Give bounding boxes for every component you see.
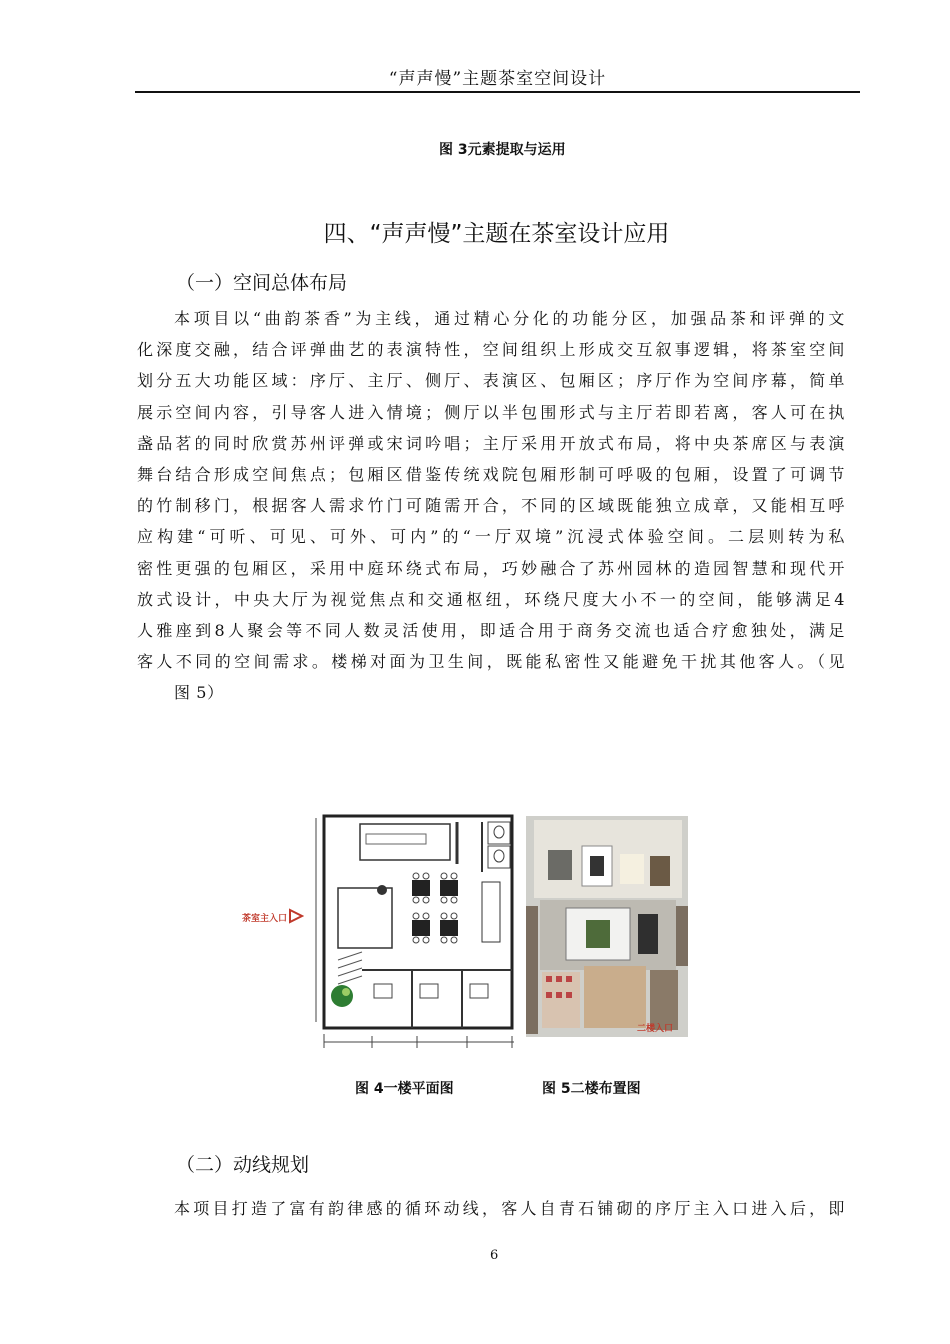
entrance-arrow-icon xyxy=(288,908,304,924)
section-title: 四、“声声慢”主题在茶室设计应用 xyxy=(323,221,670,247)
subsection-2-title: （二）动线规划 xyxy=(176,1154,310,1176)
paragraph-2 xyxy=(137,1193,845,1224)
page-number: 6 xyxy=(490,1248,499,1263)
figure-3-caption: 图 3元素提取与运用 xyxy=(439,142,566,158)
entrance-label: 茶室主入口 xyxy=(242,914,288,924)
paragraph-line: 舞台结合形成空间焦点；包厢区借鉴传统戏院包厢形制可呼吸的包厢，设置了可调节 xyxy=(137,464,845,484)
running-header: “声声慢”主题茶室空间设计 xyxy=(388,69,607,89)
paragraph-line: 放式设计，中央大厅为视觉焦点和交通枢纽，环绕尺度大小不一的空间，能够满足4 xyxy=(137,589,845,609)
floor-plan-drawing xyxy=(242,812,514,1050)
subsection-1-title: （一）空间总体布局 xyxy=(176,272,348,294)
header-rule xyxy=(135,91,860,93)
second-floor-entrance-label: 二楼入口 xyxy=(637,1024,674,1034)
paragraph-line: 盏品茗的同时欣赏苏州评弹或宋词吟唱；主厅采用开放式布局，将中央茶席区与表演 xyxy=(137,433,845,453)
paragraph-line: 本项目以“曲韵茶香”为主线，通过精心分化的功能分区，加强品茶和评弹的文 xyxy=(174,309,845,328)
paragraph-line: 的竹制移门，根据客人需求竹门可随需开合，不同的区域既能独立成章，又能相互呼 xyxy=(137,496,845,516)
paragraph-line: 图 5） xyxy=(174,683,224,703)
paragraph-line: 应构建“可听、可见、可外、可内”的“一厅双境”沉浸式体验空间。二层则转为私 xyxy=(137,527,845,547)
figure-5-second-floor xyxy=(526,816,688,1037)
figure-4-floor-plan xyxy=(242,812,514,1050)
figure-5-caption: 图 5二楼布置图 xyxy=(542,1081,641,1097)
figure-4-caption: 图 4一楼平面图 xyxy=(355,1081,454,1097)
paragraph-line: 划分五大功能区域：序厅、主厅、侧厅、表演区、包厢区；序厅作为空间序幕，简单 xyxy=(137,371,845,391)
paragraph-line: 展示空间内容，引导客人进入情境；侧厅以半包围形式与主厅若即若离，客人可在执 xyxy=(137,402,845,422)
second-floor-render xyxy=(526,816,688,1037)
paragraph-line: 密性更强的包厢区，采用中庭环绕式布局，巧妙融合了苏州园林的造园智慧和现代开 xyxy=(137,558,845,578)
paragraph-line: 本项目打造了富有韵律感的循环动线，客人自青石铺砌的序厅主入口进入后，即 xyxy=(174,1199,845,1218)
paragraph-line: 客人不同的空间需求。楼梯对面为卫生间，既能私密性又能避免干扰其他客人。（见 xyxy=(137,652,845,672)
paragraph-line: 人雅座到8人聚会等不同人数灵活使用，即适合用于商务交流也适合疗愈独处，满足 xyxy=(137,620,845,640)
paragraph-1 xyxy=(137,303,845,708)
paragraph-line: 化深度交融，结合评弹曲艺的表演特性，空间组织上形成交互叙事逻辑，将茶室空间 xyxy=(137,340,845,360)
